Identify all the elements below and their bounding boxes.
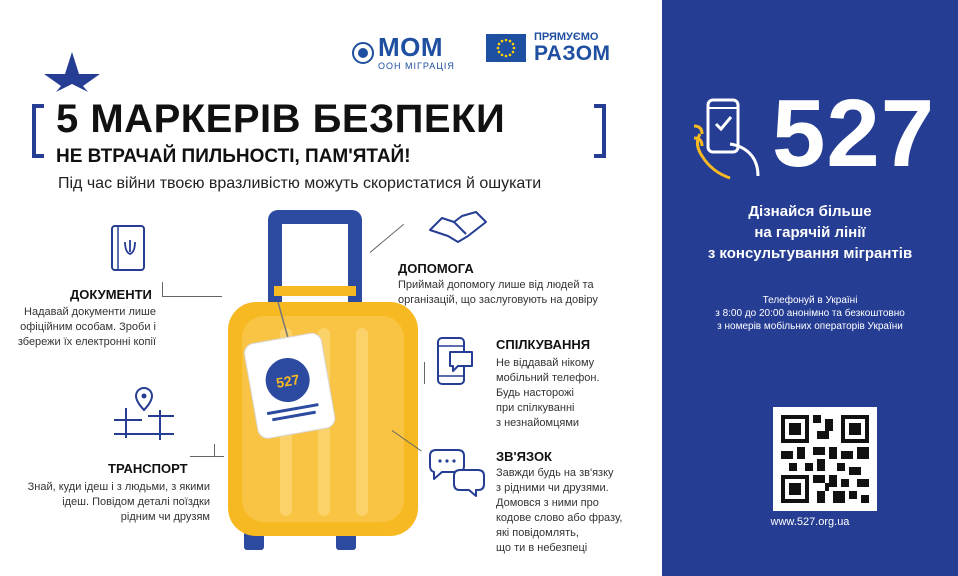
handshake-icon — [428, 202, 488, 246]
eu-logo — [486, 32, 611, 64]
star-icon — [44, 52, 100, 92]
qr-code-icon — [781, 415, 869, 503]
qr-code[interactable] — [773, 407, 877, 511]
title-bracket-left — [32, 104, 44, 158]
passport-icon — [108, 224, 148, 274]
svg-text:527: 527 — [274, 371, 301, 391]
connection-body: Завжди будь на зв'язку з рідними чи друзями. Домовся з ними про кодове слово або фразу, які повідомлять, що ти в небезпеці — [496, 467, 623, 554]
suitcase-illustration — [222, 210, 422, 552]
help-heading: ДОПОМОГА — [398, 261, 474, 276]
iom-logo-main: МОМ — [378, 32, 444, 62]
smartphone-message-icon — [436, 336, 476, 388]
transport-connector-v — [214, 444, 215, 456]
eu-logo-bottom: РАЗОМ — [534, 42, 611, 65]
hotline-panel — [662, 0, 958, 576]
documents-body: Надавай документи лише офіційним особам. Зроби і збережи їх електронні копії — [17, 306, 156, 348]
hotline-call-info: Телефонуй в Україні з 8:00 до 20:00 анонімно та безкоштовно з номерів мобільних операторів України — [715, 295, 905, 332]
page-tagline: Під час війни твоєю вразливістю можуть скористатися й ошукати — [58, 175, 542, 192]
iom-logo — [352, 34, 455, 71]
eu-flag-icon — [486, 34, 526, 62]
help-body: Приймай допомогу лише від людей та організацій, що заслуговують на довіру — [398, 279, 598, 306]
transport-heading: ТРАНСПОРТ — [108, 461, 188, 476]
transport-connector — [190, 456, 224, 457]
title-bracket-right — [594, 104, 606, 158]
hotline-number: 527 — [772, 80, 936, 187]
documents-connector-v — [162, 282, 163, 296]
page-subtitle: НЕ ВТРАЧАЙ ПИЛЬНОСТІ, ПАМ'ЯТАЙ! — [56, 146, 411, 167]
eu-logo-top: ПРЯМУЄМО — [534, 31, 599, 43]
phone-in-hand-icon — [692, 98, 764, 182]
communication-heading: СПІЛКУВАННЯ — [496, 337, 591, 352]
communication-body: Не віддавай нікому мобільний телефон. Будь насторожі при спілкуванні з незнайомцями — [496, 357, 600, 429]
chat-bubbles-icon — [428, 448, 486, 498]
connection-heading: ЗВ'ЯЗОК — [496, 449, 552, 464]
iom-logo-sub: ООН МІГРАЦІЯ — [378, 61, 455, 71]
un-emblem-icon — [352, 42, 374, 64]
documents-heading: ДОКУМЕНТИ — [70, 287, 152, 302]
transport-map-icon — [112, 386, 178, 442]
hotline-website-link[interactable]: www.527.org.ua — [770, 516, 850, 528]
page-title: 5 МАРКЕРІВ БЕЗПЕКИ — [56, 97, 506, 141]
communication-connector — [424, 362, 425, 384]
hotline-learn-text: Дізнайся більше на гарячій лінії з консультування мігрантів — [707, 203, 913, 262]
transport-body: Знай, куди ідеш і з людьми, з якими ідеш. Повідом деталі поїздки рідним чи друзям — [27, 481, 210, 523]
documents-connector — [162, 296, 222, 297]
